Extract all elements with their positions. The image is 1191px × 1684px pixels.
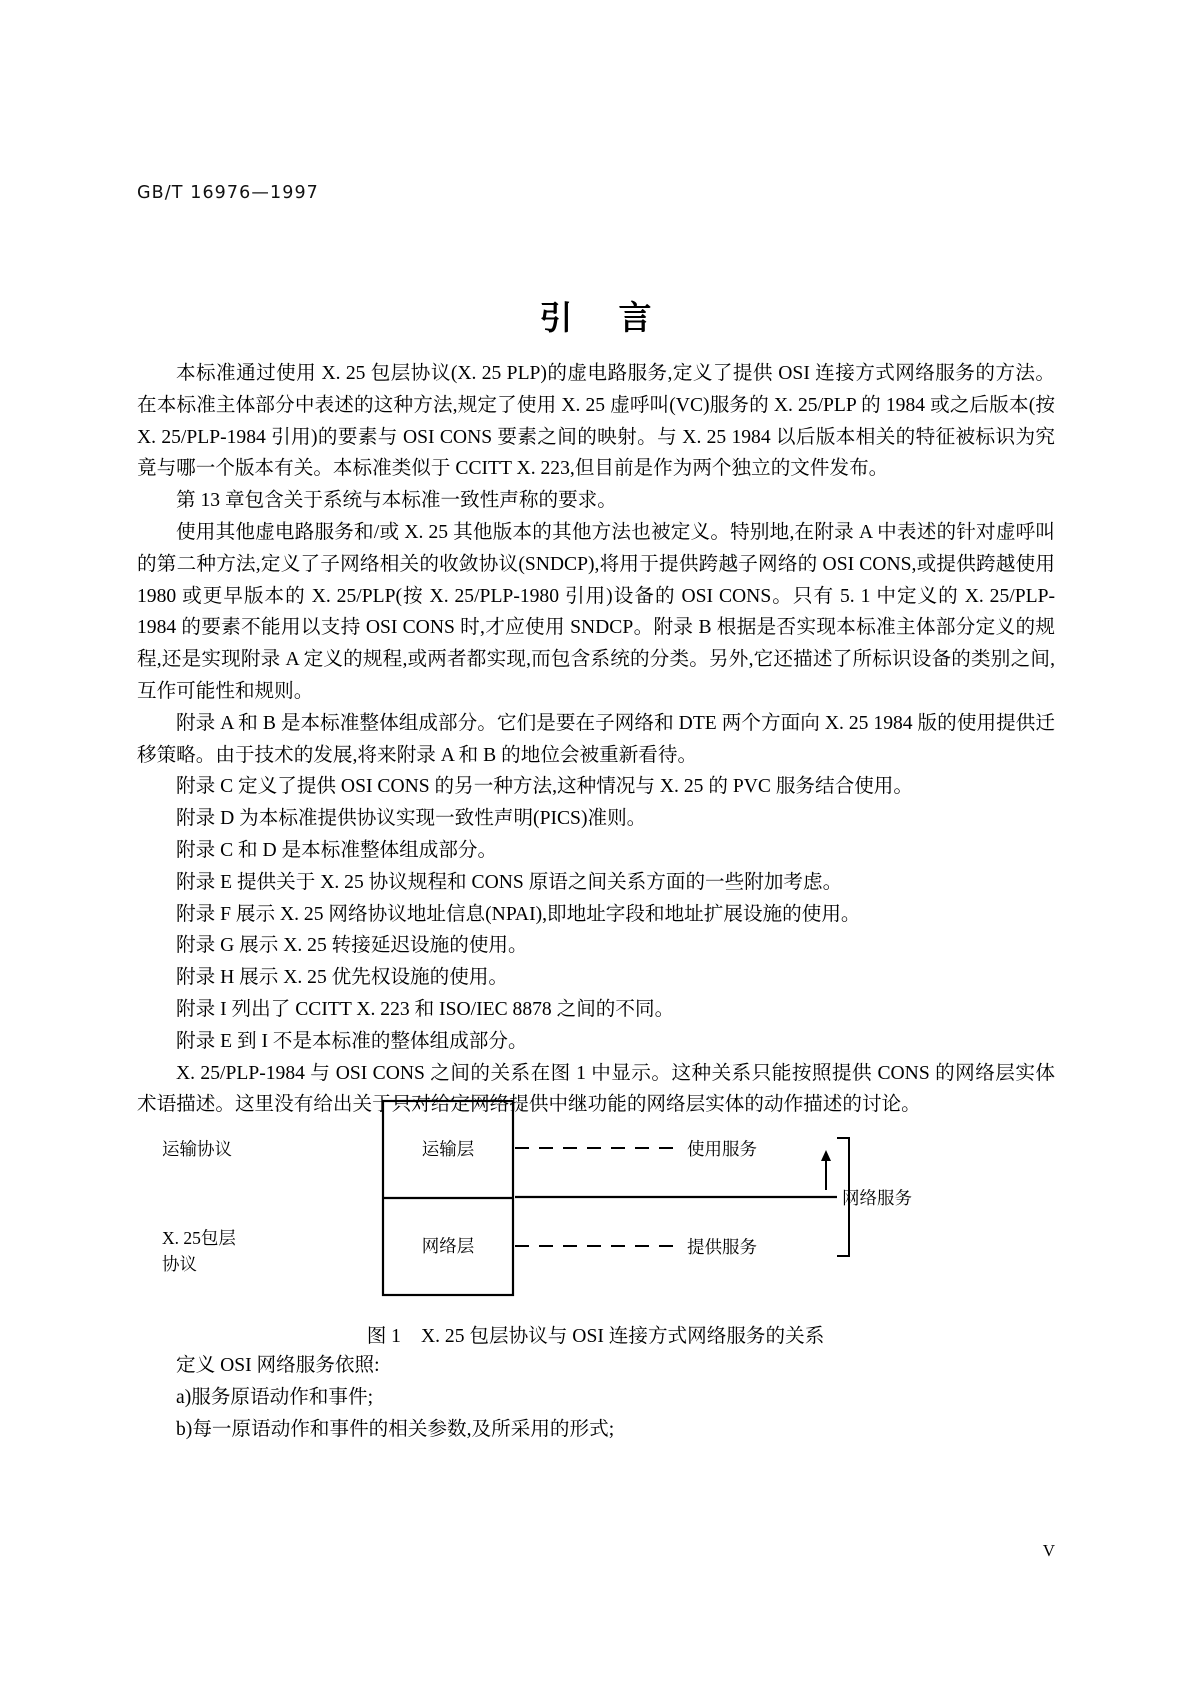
figure-1 [137,1098,1055,1298]
paragraph: 附录 F 展示 X. 25 网络协议地址信息(NPAI),即地址字段和地址扩展设施的使用。 [176,903,861,925]
paragraph: 附录 E 到 I 不是本标准的整体组成部分。 [176,1030,528,1052]
standard-code-header: GB/T 16976—1997 [137,183,319,203]
paragraph: 附录 C 和 D 是本标准整体组成部分。 [176,839,498,861]
paragraph: 附录 D 为本标准提供协议实现一致性声明(PICS)准则。 [176,808,647,830]
figure-caption-number: 图 1 [366,1326,401,1347]
page-title-char-2: 言 [618,301,652,337]
figure-1-diagram [137,1098,1055,1298]
paragraph: 附录 H 展示 X. 25 优先权设施的使用。 [176,967,509,989]
uses-service-label: 使用服务 [687,1139,757,1159]
page-title-char-1: 引 [539,301,573,337]
bracket-arrow-head [821,1150,831,1161]
paragraph: 附录 C 定义了提供 OSI CONS 的另一种方法,这种情况与 X. 25 的 PVC 服务结合使用。 [176,776,913,798]
page-title [0,292,1191,339]
page-number: V [1042,1541,1055,1560]
paragraph: 附录 A 和 B 是本标准整体组成部分。它们是要在子网络和 DTE 两个方面向 X. 25 1984 版的使用提供迁移策略。由于技术的发展,将来附录 A 和 B 的地位会被重新看待。 [137,712,1055,766]
provides-service-label: 提供服务 [687,1237,757,1257]
paragraph-lead: 定义 OSI 网络服务依照: [176,1355,380,1376]
paragraph: 第 13 章包含关于系统与本标准一致性声称的要求。 [176,490,617,512]
paragraph: 附录 G 展示 X. 25 转接延迟设施的使用。 [176,935,528,957]
list-item-b: b)每一原语动作和事件的相关参数,及所采用的形式; [176,1418,615,1440]
paragraph: X. 25/PLP-1984 与 OSI CONS 之间的关系在图 1 中显示。这种关系只能按照提供 CONS 的网络层实体术语描述。这里没有给出关于只对给定网络提供中继功能的网络层实体的动作描述的讨论。 [137,1062,1055,1116]
x25-packet-layer-protocol-label-line2: 协议 [162,1254,197,1274]
paragraph: 本标准通过使用 X. 25 包层协议(X. 25 PLP)的虚电路服务,定义了提供 OSI 连接方式网络服务的方法。在本标准主体部分中表述的这种方法,规定了使用 X. 25 虚呼叫(VC)服务的 X. 25/PLP 的 1984 或之后版本(按 X. 25/PLP-1984 引用)的要素与 OSI CONS 要素之间的映射。与 X. 25 1984 以后版本相关的特征被标识为究竟与哪一个版本有关。本标准类似于 CCITT X. 223,但目前是作为两个独立的文件发布。 [137,363,1055,480]
introduction-body [137,358,1055,1121]
post-figure-text [137,1350,1055,1445]
x25-packet-layer-protocol-label-line1: X. 25包层 [162,1228,236,1248]
paragraph: 附录 I 列出了 CCITT X. 223 和 ISO/IEC 8878 之间的不同。 [176,998,675,1020]
paragraph: 使用其他虚电路服务和/或 X. 25 其他版本的其他方法也被定义。特别地,在附录 A 中表述的针对虚呼叫的第二种方法,定义了子网络相关的收敛协议(SNDCP),将用于提供跨越子网络的 OSI CONS,或提供跨越使用 1980 或更早版本的 X. 25/PLP(按 X. 25/PLP-1980 引用)设备的 OSI CONS。只有 5. 1 中定义的 X. 25/PLP-1984 的要素不能用以支持 OSI CONS 时,才应使用 SNDCP。附录 B 根据是否实现本标准主体部分定义的规程,还是实现附录 A 定义的规程,或两者都实现,而包含系统的分类。另外,它还描述了所标识设备的类别之间,互作可能性和规则。 [137,521,1055,702]
figure-caption-text: X. 25 包层协议与 OSI 连接方式网络服务的关系 [420,1326,825,1347]
transport-layer-label: 运输层 [421,1139,475,1159]
network-layer-label: 网络层 [421,1236,475,1256]
figure-1-caption [0,1319,1191,1348]
transport-protocol-label: 运输协议 [162,1139,232,1159]
network-service-label: 网络服务 [842,1188,912,1208]
paragraph: 附录 E 提供关于 X. 25 协议规程和 CONS 原语之间关系方面的一些附加考虑。 [176,871,843,893]
list-item-a: a)服务原语动作和事件; [176,1386,374,1408]
